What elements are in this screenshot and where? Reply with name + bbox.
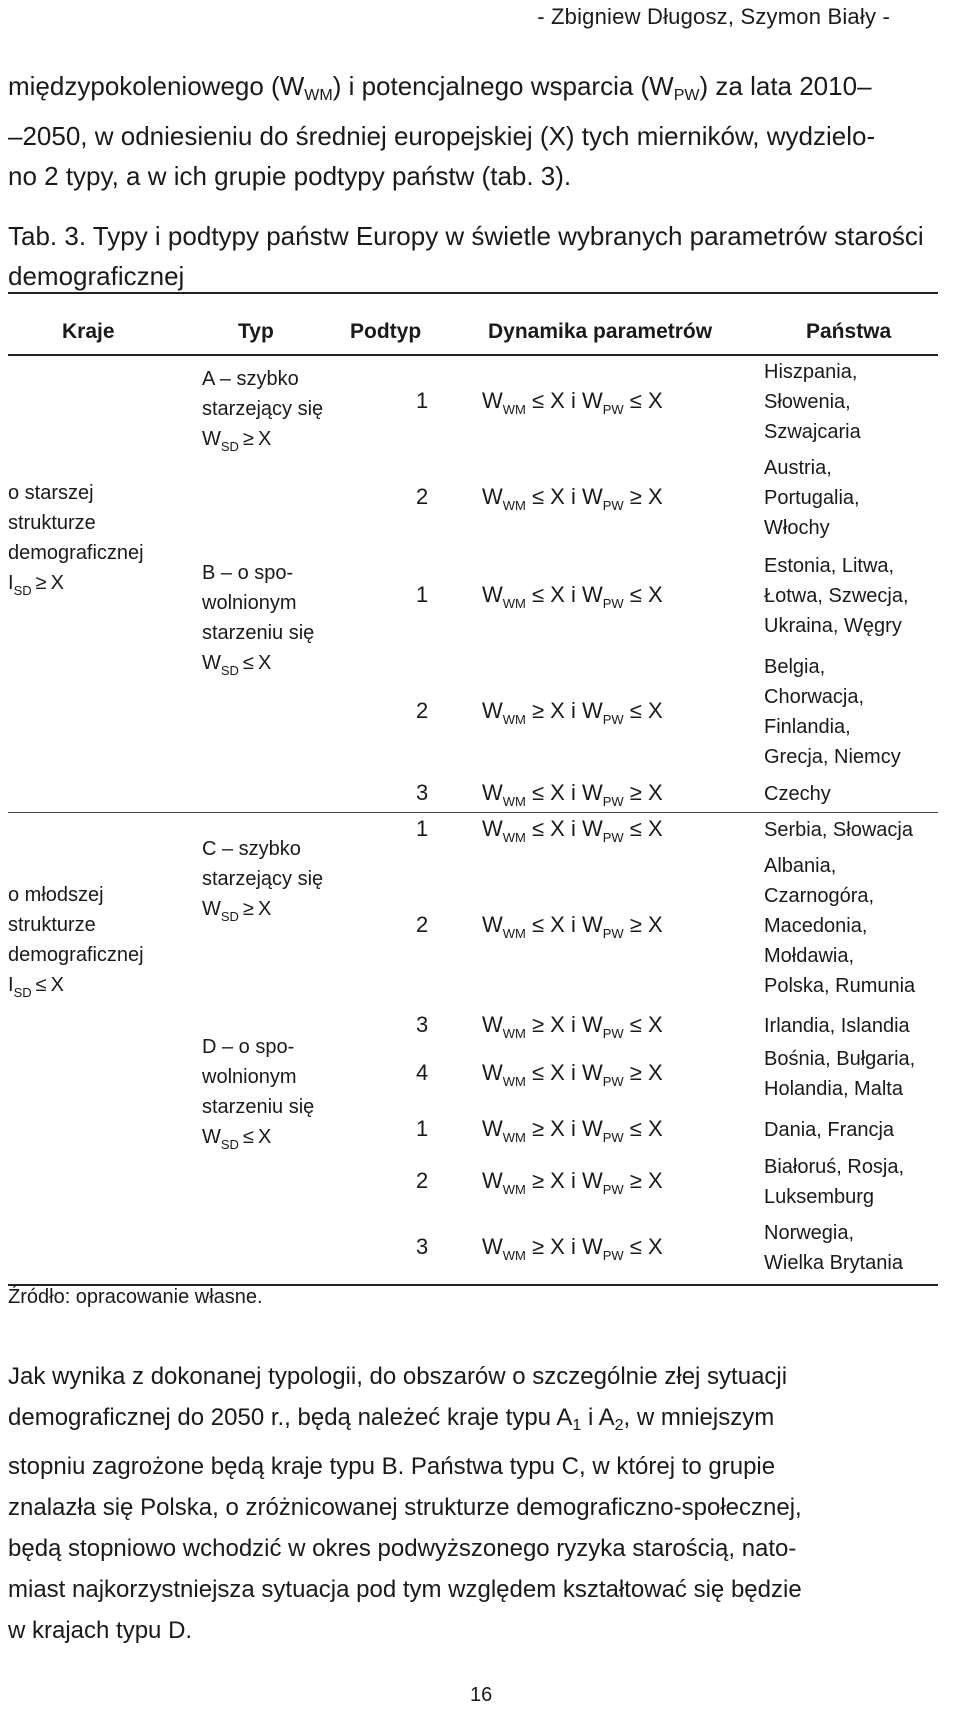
countries-cell: Estonia, Litwa, Łotwa, Szwecja, Ukraina, Węgry (764, 555, 909, 637)
dynamics-formula: $W_{WM} \ge X$ i $W_{PW} \le X$ (482, 1116, 663, 1145)
countries-cell: Dania, Francja (764, 1119, 895, 1141)
dynamics-formula: $W_{WM} \ge X$ i $W_{PW} \ge X$ (482, 1168, 663, 1197)
dynamics-formula: $W_{WM} \ge X$ i $W_{PW} \le X$ (482, 1234, 663, 1263)
countries-cell: Hiszpania, Słowenia, Szwajcaria (764, 361, 861, 443)
col-header-panstwa: Państwa (806, 320, 892, 343)
countries-cell: Austria, Portugalia, Włochy (764, 457, 860, 539)
dynamics-formula: $W_{WM} \ge X$ i $W_{PW} \le X$ (482, 1012, 663, 1041)
countries-cell: Belgia, Chorwacja, Finlandia, Grecja, Niemcy (764, 656, 901, 768)
intro-line-2: –2050, w odniesieniu do średniej europejskiej (X) tych mierników, wydzielo- (8, 121, 876, 151)
subtype-number: 1 (416, 388, 429, 413)
col-header-dynamika: Dynamika parametrów (488, 320, 713, 343)
kraje-cell: o starszej strukturze demograficznej $I_{SD} \ge X$ (8, 482, 144, 598)
type-cell: B – o spo- wolnionym starzeniu się $W_{SD} \le X$ (202, 562, 315, 678)
table-caption: Tab. 3. Typy i podtypy państw Europy w świetle wybranych parametrów starości demograficznej (8, 221, 924, 291)
header-rule (8, 354, 938, 356)
group-separator (8, 812, 938, 813)
type-cell: A – szybko starzejący się $W_{SD} \ge X$ (202, 368, 324, 454)
countries-cell: Bośnia, Bułgaria, Holandia, Malta (764, 1048, 916, 1100)
page-number: 16 (470, 1684, 493, 1706)
countries-cell: Norwegia, Wielka Brytania (764, 1222, 903, 1274)
dynamics-formula: $W_{WM} \le X$ i $W_{PW} \le X$ (482, 388, 663, 417)
countries-cell: Irlandia, Islandia (764, 1015, 910, 1037)
countries-cell: Czechy (764, 783, 831, 805)
intro-line-3: no 2 typy, a w ich grupie podtypy państw (tab. 3). (8, 161, 572, 191)
subtype-number: 2 (416, 698, 429, 723)
dynamics-formula: $W_{WM} \le X$ i $W_{PW} \ge X$ (482, 484, 663, 513)
col-header-podtyp: Podtyp (350, 320, 422, 343)
countries-cell: Albania, Czarnogóra, Macedonia, Mołdawia, Polska, Rumunia (764, 855, 916, 997)
subtype-number: 1 (416, 816, 429, 841)
body-paragraph: Jak wynika z dokonanej typologii, do obszarów o szczególnie złej sytuacji demograficznej do 2050 r., będą należeć kraje typu $A_1$ i $A_2$, w mniejszym stopniu zagrożone będą kraje typu B. Państwa typu C, w której to grupie znalazła się Polska, o zróżnicowanej strukturze demograficzno-społecznej, będą stopniowo wchodzić w okres podwyższonego ryzyka starością, nato- miast najkorzystniejsza sytuacja pod tym względem kształtować się będzie w krajach typu D. (8, 1363, 802, 1644)
subtype-number: 3 (416, 780, 429, 805)
subtype-number: 2 (416, 1168, 429, 1193)
subtype-number: 2 (416, 484, 429, 509)
kraje-cell: o młodszej strukturze demograficznej $I_{SD} \le X$ (8, 884, 144, 1000)
subtype-number: 1 (416, 1116, 429, 1141)
dynamics-formula: $W_{WM} \le X$ i $W_{PW} \ge X$ (482, 1060, 663, 1089)
dynamics-formula: $W_{WM} \le X$ i $W_{PW} \le X$ (482, 582, 663, 611)
subtype-number: 1 (416, 582, 429, 607)
intro-line-1: międzypokoleniowego $(W_{WM})$ i potencjalnego wsparcia $(W_{PW})$ za lata 2010– (8, 71, 872, 104)
running-header: - Zbigniew Długosz, Szymon Biały - (537, 4, 890, 29)
countries-cell: Białoruś, Rosja, Luksemburg (764, 1156, 905, 1208)
dynamics-formula: $W_{WM} \le X$ i $W_{PW} \ge X$ (482, 912, 663, 941)
countries-cell: Serbia, Słowacja (764, 819, 913, 841)
type-cell: D – o spo- wolnionym starzeniu się $W_{SD} \le X$ (202, 1036, 315, 1152)
dynamics-formula: $W_{WM} \le X$ i $W_{PW} \le X$ (482, 816, 663, 845)
col-header-typ: Typ (238, 320, 274, 343)
type-cell: C – szybko starzejący się $W_{SD} \ge X$ (202, 838, 324, 924)
table-top-rule (8, 292, 938, 294)
dynamics-formula: $W_{WM} \ge X$ i $W_{PW} \le X$ (482, 698, 663, 727)
dynamics-formula: $W_{WM} \le X$ i $W_{PW} \ge X$ (482, 780, 663, 809)
table-source: Źródło: opracowanie własne. (8, 1286, 263, 1308)
subtype-number: 3 (416, 1234, 429, 1259)
col-header-kraje: Kraje (62, 320, 115, 343)
intro-paragraph (8, 66, 928, 196)
subtype-number: 4 (416, 1060, 429, 1085)
subtype-number: 2 (416, 912, 429, 937)
subtype-number: 3 (416, 1012, 429, 1037)
